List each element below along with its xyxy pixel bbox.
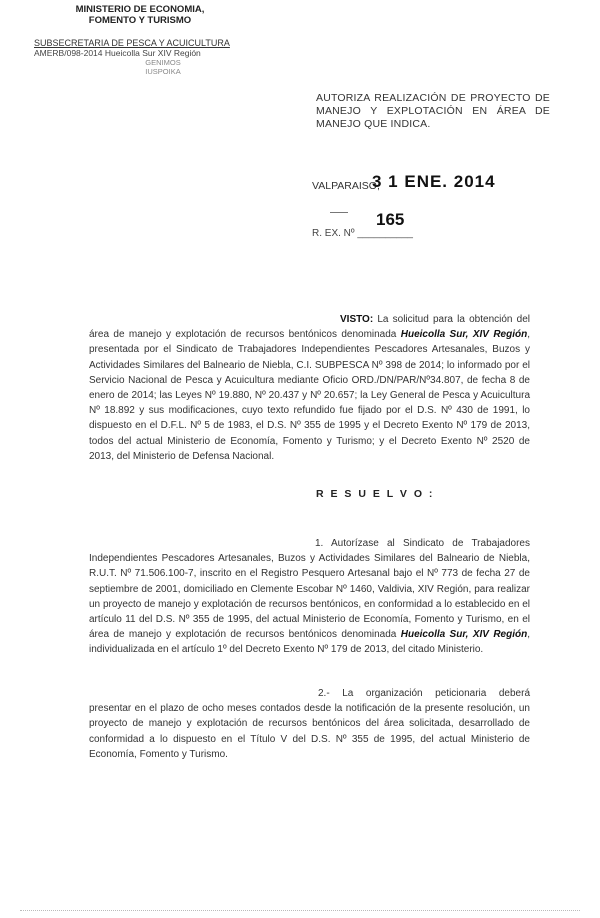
- reference-line: AMERB/098-2014 Hueicolla Sur XIV Región: [34, 48, 201, 58]
- office-stamp: [134, 58, 192, 76]
- visto-text-a: La solicitud para la obtención del área de manejo y explotación de recursos bentónicos denominada: [89, 314, 530, 341]
- paragraph-2: 2.- La organización peticionaria deberá presentar en el plazo de ocho meses contados desde la notificación de la presente resolución, un proyecto de manejo y explotación de recursos bentónicos del área solicitada, desarrollado de conformidad a lo dispuesto en el Título V del D.S. Nº 355 de 1995, del actual Ministerio de Economía, Fomento y Turismo.: [89, 688, 530, 760]
- paragraph-1-text-b: , individualizada en el artículo 1º del Decreto Exento Nº 179 de 2013, del citado Ministerio.: [89, 629, 530, 656]
- resolution-number-stamp: 165: [376, 210, 405, 229]
- visto-paragraph: [89, 312, 530, 464]
- ministry-line-1: MINISTERIO DE ECONOMIA,: [75, 4, 205, 15]
- number-dash: [330, 212, 348, 213]
- footer-divider: [20, 910, 580, 911]
- resolution-number-label: R. EX. Nº __________: [312, 228, 413, 239]
- stamp-line-1: GENIMOS: [145, 58, 181, 67]
- visto-text-b: , presentada por el Sindicato de Trabajadores Independientes Pescadores Artesanales, Buzos y Actividades Similares del Balneario de Niebla, C.I. SUBPESCA Nº 398 de 2014; lo informado por el Servicio Nacional de Pesca y Acuicultura mediante Oficio ORD./DN/PAR/Nº34.807, de fecha 8 de enero de 2014; las Leyes Nº 19.880, Nº 20.437 y Nº 20.657; la Ley General de Pesca y Acuicultura Nº 18.892 y sus modificaciones, cuyo texto refundido fue fijado por el D.S. Nº 430 de 1991, lo dispuesto en el D.F.L. Nº 5 de 1983, el D.S. Nº 355 de 1995 y el Decreto Exento Nº 179 de 2013, todos del actual Ministerio de Economía, Fomento y Turismo; y el Decreto Exento Nº 2520 de 2013, del Ministerio de Defensa Nacional.: [89, 329, 530, 462]
- date-stamp: 3 1 ENE. 2014: [372, 172, 496, 191]
- visto-area-name: Hueicolla Sur, XIV Región: [400, 329, 528, 341]
- subsecretaria-line: SUBSECRETARIA DE PESCA Y ACUICULTURA: [34, 38, 230, 48]
- date-place: VALPARAISO,: [312, 180, 380, 192]
- ministry-line-2: FOMENTO Y TURISMO: [88, 15, 192, 26]
- visto-label: VISTO:: [340, 314, 374, 325]
- paragraph-1-text-a: 1. Autorízase al Sindicato de Trabajadores Independientes Pescadores Artesanales, Buzos y Actividades Similares del Balneario de Niebla, R.U.T. Nº 71.506.100-7, inscrito en el Registro Pesquero Artesanal bajo el Nº 773 de fecha 27 de septiembre de 2001, domiciliado en Clemente Escobar Nº 1460, Valdivia, XIV Región, para realizar un proyecto de manejo y explotación de recursos bentónicos, en conformidad a lo establecido en el artículo 11 del D.S. Nº 355 de 1995, del actual Ministerio de Economía, Fomento y Turismo, en el área de manejo y explotación de recursos bentónicos denominada: [89, 538, 530, 641]
- paragraph-1-area-name: Hueicolla Sur, XIV Región: [400, 629, 528, 641]
- stamp-line-2: IUSPOIKA: [145, 67, 181, 76]
- paragraph-1: [89, 536, 530, 658]
- resolution-subject: AUTORIZA REALIZACIÓN DE PROYECTO DE MANEJO Y EXPLOTACIÓN EN ÁREA DE MANEJO QUE INDICA.: [316, 92, 550, 130]
- ministry-header: [60, 4, 220, 26]
- resuelvo-heading: R E S U E L V O :: [316, 488, 435, 500]
